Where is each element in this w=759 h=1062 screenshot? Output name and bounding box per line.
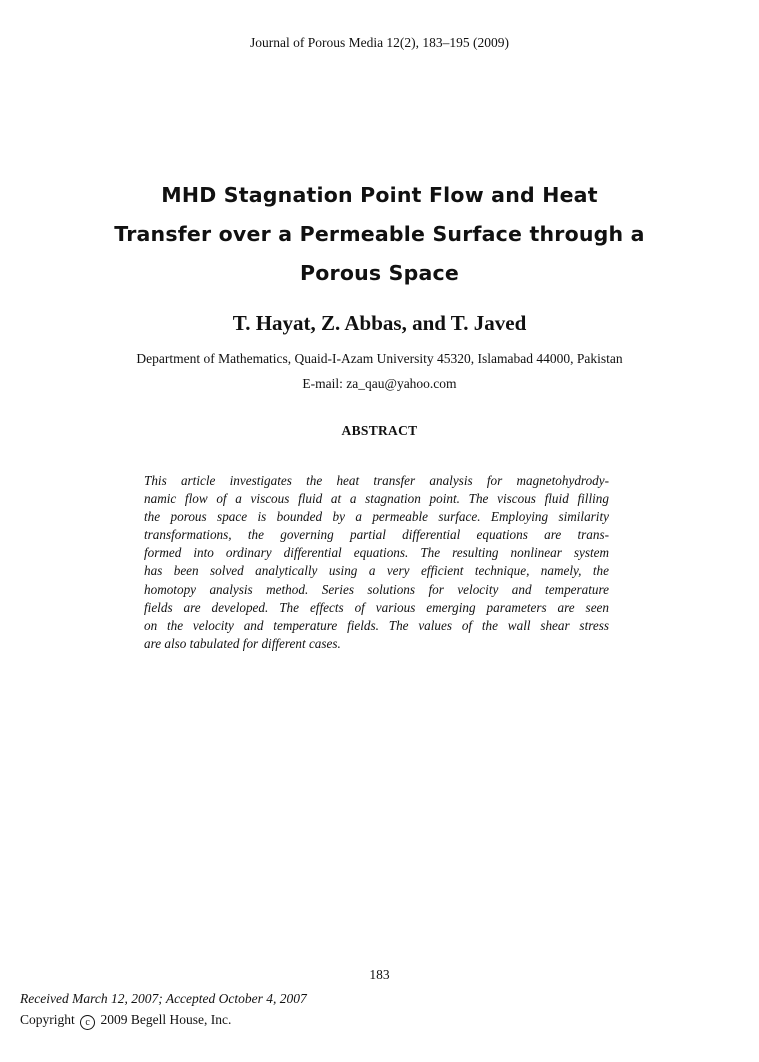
abstract-line: are also tabulated for different cases. (144, 635, 341, 651)
abstract-line: homotopy analysis method. Series solutions for velocity and temperature (144, 581, 609, 597)
title-line-2: Transfer over a Permeable Surface through a (114, 222, 645, 246)
title-line-3: Porous Space (300, 261, 459, 285)
contact-email: E-mail: za_qau@yahoo.com (302, 376, 457, 391)
copyright-prefix: Copyright (20, 1012, 75, 1027)
journal-citation: Journal of Porous Media 12(2), 183–195 (2009) (249, 35, 510, 50)
title-line-1: MHD Stagnation Point Flow and Heat (161, 183, 598, 207)
abstract-line: This article investigates the heat transfer analysis for magnetohydrody- (144, 473, 609, 488)
abstract-line: fields are developed. The effects of various emerging parameters are seen (144, 599, 609, 615)
author-list: T. Hayat, Z. Abbas, and T. Javed (232, 311, 527, 335)
abstract-body (144, 472, 609, 653)
copyright-icon: c (80, 1015, 95, 1030)
abstract-line: formed into ordinary differential equations. The resulting nonlinear system (144, 545, 609, 561)
page-number: 183 (369, 967, 390, 982)
copyright-text: 2009 Begell House, Inc. (100, 1012, 232, 1027)
paper-title (40, 176, 719, 293)
copyright-notice (20, 1012, 231, 1030)
abstract-line: transformations, the governing partial differential equations are trans- (144, 527, 609, 543)
abstract-line: the porous space is bounded by a permeable surface. Employing similarity (144, 509, 609, 525)
received-dates: Received March 12, 2007; Accepted October 4, 2007 (20, 991, 307, 1006)
affiliation: Department of Mathematics, Quaid-I-Azam University 45320, Islamabad 44000, Pakistan (136, 351, 623, 366)
abstract-line: on the velocity and temperature fields. The values of the wall shear stress (144, 617, 609, 633)
abstract-heading: ABSTRACT (341, 423, 418, 438)
abstract-line: has been solved analytically using a very efficient technique, namely, the (144, 563, 609, 579)
abstract-line: namic flow of a viscous fluid at a stagnation point. The viscous fluid filling (144, 491, 609, 507)
